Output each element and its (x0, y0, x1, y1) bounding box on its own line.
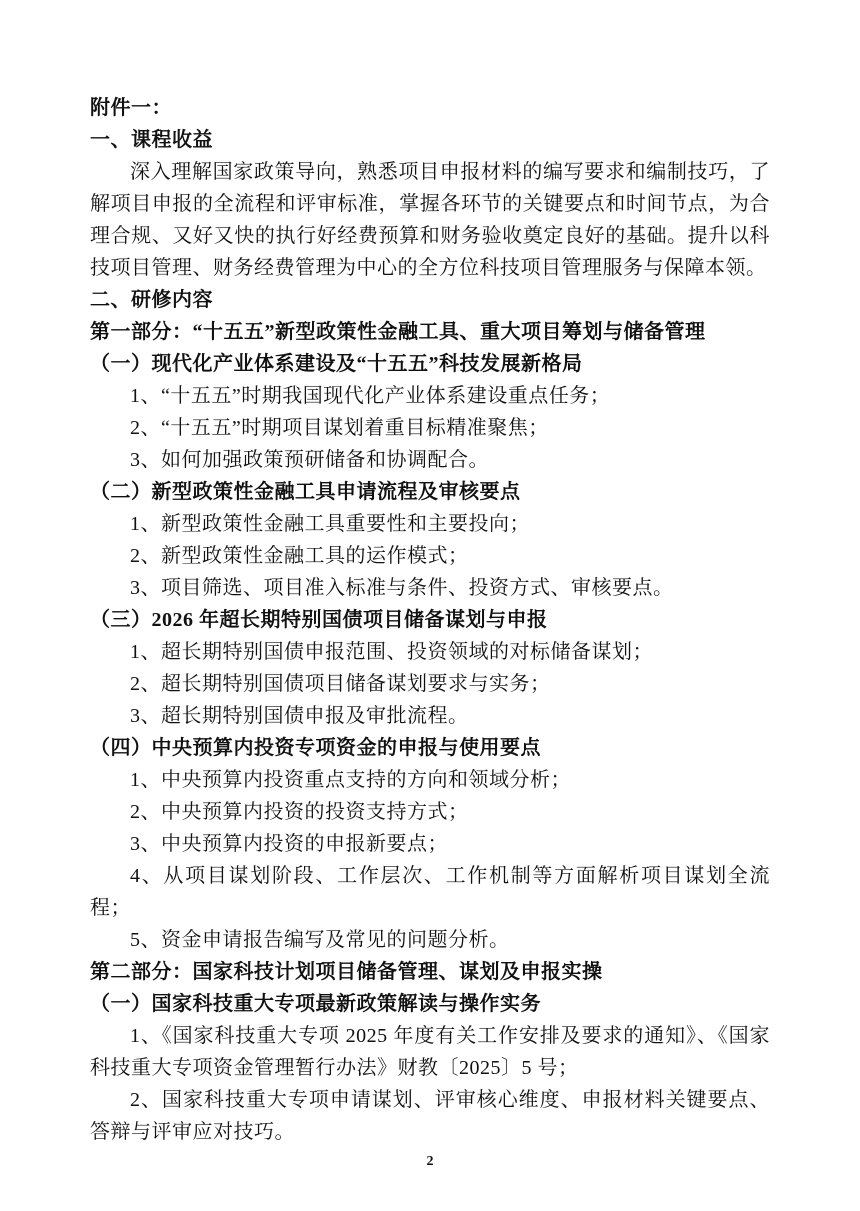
section-2-title: 二、研修内容 (90, 289, 213, 311)
part1-sub3-item-2: 2、超长期特别国债项目储备谋划要求与实务； (130, 673, 551, 695)
part1-sub4-item-3: 3、中央预算内投资的申报新要点； (130, 833, 448, 855)
page-number: 2 (426, 1154, 434, 1169)
part2-sub1-title: （一）国家科技重大专项最新政策解读与操作实务 (90, 993, 541, 1015)
part-1-title: 第一部分：“十五五”新型政策性金融工具、重大项目筹划与储备管理 (90, 321, 706, 343)
part1-sub2-title: （二）新型政策性金融工具申请流程及审核要点 (90, 481, 521, 503)
part1-sub4-item-4: 4、从项目谋划阶段、工作层次、工作机制等方面解析项目谋划全流程； (90, 865, 770, 919)
part2-sub1-item-1: 1、《国家科技重大专项 2025 年度有关工作安排及要求的通知》、《国家科技重大专项资金管理暂行办法》财教〔2025〕5 号； (90, 1025, 770, 1079)
part1-sub1-title: （一）现代化产业体系建设及“十五五”科技发展新格局 (90, 353, 583, 375)
section-1-title: 一、课程收益 (90, 129, 213, 151)
document-body (90, 92, 770, 1148)
part1-sub2-item-1: 1、新型政策性金融工具重要性和主要投向； (130, 513, 530, 535)
part1-sub2-item-3: 3、项目筛选、项目准入标准与条件、投资方式、审核要点。 (130, 577, 674, 599)
course-benefits-paragraph: 深入理解国家政策导向，熟悉项目申报材料的编写要求和编制技巧，了解项目申报的全流程和评审标准，掌握各环节的关键要点和时间节点，为合理合规、又好又快的执行好经费预算和财务验收奠定良好的基础。提升以科技项目管理、财务经费管理为中心的全方位科技项目管理服务与保障本领。 (90, 161, 770, 279)
part2-sub1-item-2: 2、国家科技重大专项申请谋划、评审核心维度、申报材料关键要点、答辩与评审应对技巧。 (90, 1089, 770, 1143)
part1-sub1-item-2: 2、“十五五”时期项目谋划着重目标精准聚焦； (130, 417, 549, 439)
part1-sub2-item-2: 2、新型政策性金融工具的运作模式； (130, 545, 469, 567)
page-footer (90, 1152, 770, 1171)
part1-sub1-item-1: 1、“十五五”时期我国现代化产业体系建设重点任务； (130, 385, 611, 407)
part1-sub4-item-2: 2、中央预算内投资的投资支持方式； (130, 801, 469, 823)
part-2-title: 第二部分：国家科技计划项目储备管理、谋划及申报实操 (90, 961, 603, 983)
part1-sub3-item-3: 3、超长期特别国债申报及审批流程。 (130, 705, 469, 727)
part1-sub4-item-5: 5、资金申请报告编写及常见的问题分析。 (130, 929, 510, 951)
part1-sub4-title: （四）中央预算内投资专项资金的申报与使用要点 (90, 737, 541, 759)
attachment-label: 附件一： (90, 97, 172, 119)
part1-sub4-item-1: 1、中央预算内投资重点支持的方向和领域分析； (130, 769, 571, 791)
part1-sub1-item-3: 3、如何加强政策预研储备和协调配合。 (130, 449, 489, 471)
part1-sub3-item-1: 1、超长期特别国债申报范围、投资领域的对标储备谋划； (130, 641, 653, 663)
part1-sub3-title: （三）2026 年超长期特别国债项目储备谋划与申报 (90, 609, 548, 631)
